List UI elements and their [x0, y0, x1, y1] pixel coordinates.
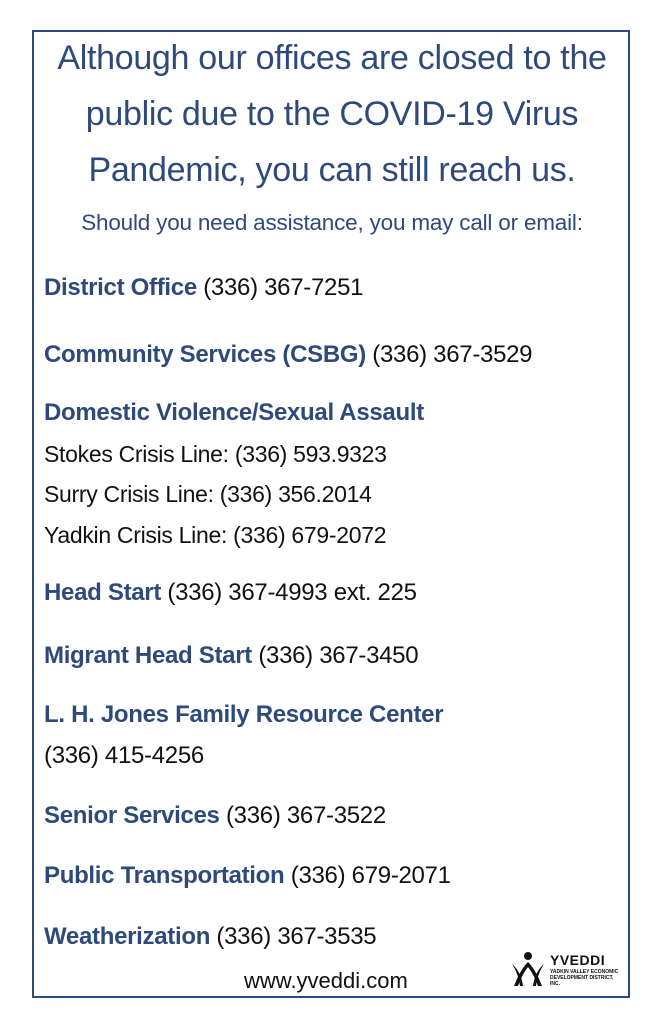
contact-label: L. H. Jones Family Resource Center [44, 701, 444, 728]
contact-label: Weatherization [44, 923, 211, 950]
surry-crisis-line[interactable]: Surry Crisis Line: (336) 356.2014 [44, 481, 372, 507]
headline [34, 30, 630, 198]
contact-public-transportation [44, 862, 451, 890]
contact-label: Community Services (CSBG) [44, 341, 366, 368]
logo-name: YVEDDI [550, 952, 606, 968]
contact-weatherization [44, 923, 376, 951]
contact-label: Senior Services [44, 802, 220, 829]
yveddi-logo [510, 950, 622, 990]
logo-tagline: YADKIN VALLEY ECONOMIC DEVELOPMENT DISTRICT, INC. [550, 969, 619, 987]
headline-line-2: public due to the COVID-19 Virus [85, 95, 579, 133]
contact-label: Head Start [44, 579, 162, 606]
contact-migrant-head-start [44, 642, 418, 670]
contact-phone[interactable]: (336) 367-3450 [251, 642, 419, 669]
stokes-crisis-line[interactable]: Stokes Crisis Line: (336) 593.9323 [44, 441, 387, 467]
yveddi-mark-icon [510, 950, 546, 988]
contact-phone[interactable]: (336) 367-3529 [365, 341, 533, 368]
contact-label: Public Transportation [44, 862, 285, 889]
contact-label: District Office [44, 274, 197, 301]
contact-phone[interactable]: (336) 679-2071 [284, 862, 451, 889]
contact-head-start [44, 579, 417, 607]
yadkin-crisis-line[interactable]: Yadkin Crisis Line: (336) 679-2072 [44, 522, 387, 548]
contact-label: Migrant Head Start [44, 642, 252, 669]
contact-community-services [44, 341, 532, 369]
contact-phone[interactable]: (336) 367-7251 [196, 274, 364, 301]
contact-label: Domestic Violence/Sexual Assault [44, 399, 424, 426]
website-link[interactable]: www.yveddi.com [244, 968, 408, 993]
contact-domestic-violence [44, 399, 424, 427]
contact-phone[interactable]: (336) 367-3522 [219, 802, 386, 829]
contact-phone[interactable]: (336) 367-3535 [210, 923, 377, 950]
contact-phone[interactable]: (336) 367-4993 ext. 225 [161, 579, 417, 606]
lh-jones-phone[interactable]: (336) 415-4256 [44, 742, 204, 769]
headline-line-1: Although our offices are closed to the [57, 39, 607, 77]
contact-senior-services [44, 802, 386, 830]
headline-line-3: Pandemic, you can still reach us. [88, 151, 576, 189]
contact-district-office [44, 274, 363, 302]
subhead: Should you need assistance, you may call or email: [81, 210, 583, 235]
contact-lh-jones [44, 701, 443, 729]
